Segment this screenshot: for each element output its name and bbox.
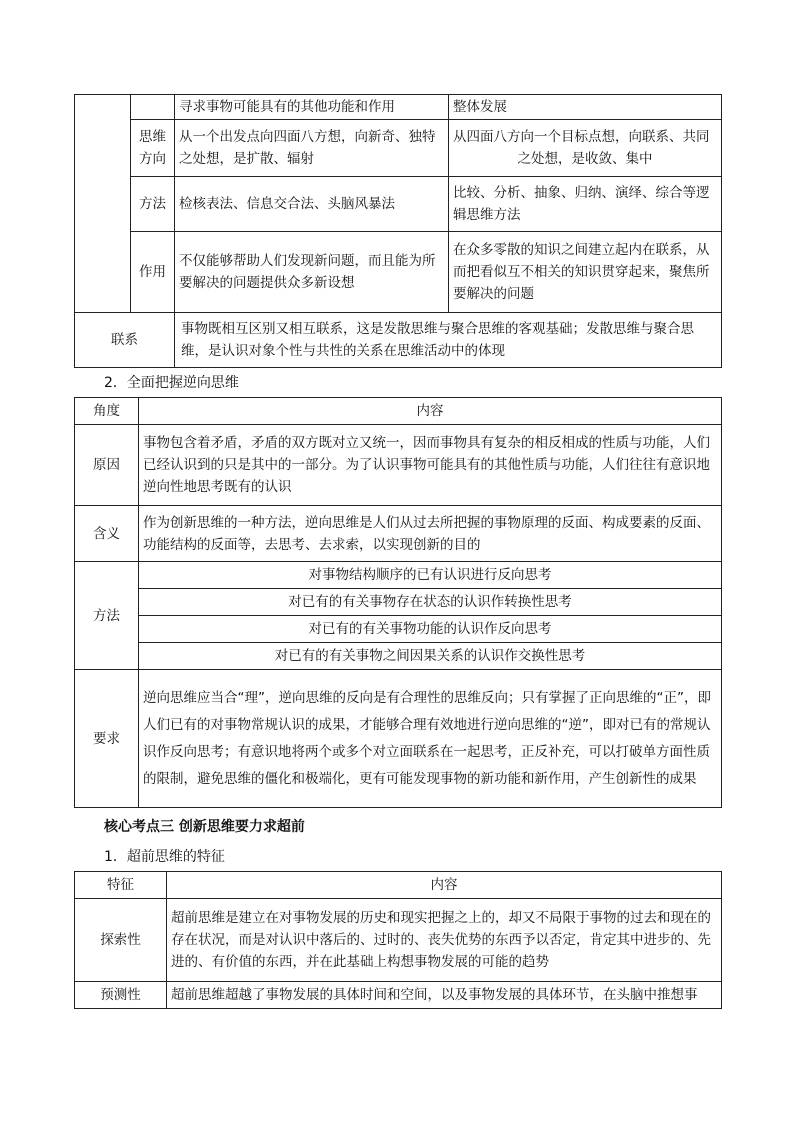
reverse-thinking-table xyxy=(74,397,722,808)
require-text: 逆向思维应当合“理”，逆向思维的反向是有合理性的思维反向；只有掌握了正向思维的“正”，即人们已有的对事物常规认识的成果，才能够合理有效地进行逆向思维的“逆”，即对已有的常规认识作反向思考；有意识地将两个或多个对立面联系在一起思考，正反补充，可以打破单方面性质的限制，避免思维的僵化和极端化，更有可能发现事物的新功能和新作用，产生创新性的成果 xyxy=(139,670,722,808)
predict-text: 超前思维超越了事物发展的具体时间和空间，以及事物发展的具体环节，在头脑中推想事 xyxy=(167,982,722,1009)
content-header: 内容 xyxy=(167,872,722,899)
function-text: 寻求事物可能具有的其他功能和作用 xyxy=(175,95,449,120)
effect-label: 作用 xyxy=(131,232,175,313)
divergent-method-text: 检核表法、信息交合法、头脑风暴法 xyxy=(175,177,449,232)
require-label: 要求 xyxy=(75,670,139,808)
method-item: 对已有的有关事物之间因果关系的认识作交换性思考 xyxy=(139,643,722,670)
link-text: 事物既相互区别又相互联系，这是发散思维与聚合思维的客观基础；发散思维与聚合思维，是认识对象个性与共性的关系在思维活动中的体现 xyxy=(175,313,722,368)
whole-development-text: 整体发展 xyxy=(449,95,722,120)
divergent-convergent-table xyxy=(74,94,722,368)
convergent-direction-cell xyxy=(449,120,722,177)
meaning-label: 含义 xyxy=(75,506,139,562)
method-label: 方法 xyxy=(131,177,175,232)
convergent-effect-text: 在众多零散的知识之间建立起内在联系，从而把看似互不相关的知识贯穿起来，聚焦所要解决的问题 xyxy=(449,232,722,313)
explore-label: 探索性 xyxy=(75,899,167,982)
content-header: 内容 xyxy=(139,398,722,425)
divergent-direction-text: 从一个出发点向四面八方想，向新奇、独特之处想，是扩散、辐射 xyxy=(175,120,449,177)
merged-blank-cell xyxy=(75,95,131,313)
advanced-thinking-table xyxy=(74,871,722,1009)
reverse-thinking-heading: 2．全面把握逆向思维 xyxy=(104,375,239,391)
section-title: 核心考点三 创新思维要力求超前 xyxy=(104,819,305,835)
method-item: 对事物结构顺序的已有认识进行反向思考 xyxy=(139,562,722,589)
convergent-direction-line2: 之处想，是收敛、集中 xyxy=(517,151,653,167)
advanced-thinking-heading: 1．超前思维的特征 xyxy=(104,849,225,865)
feature-header: 特征 xyxy=(75,872,167,899)
predict-label: 预测性 xyxy=(75,982,167,1009)
link-label: 联系 xyxy=(75,313,175,368)
method-label: 方法 xyxy=(75,562,139,670)
angle-header: 角度 xyxy=(75,398,139,425)
explore-text: 超前思维是建立在对事物发展的历史和现实把握之上的，却又不局限于事物的过去和现在的存在状况，而是对认识中落后的、过时的、丧失优势的东西予以否定，肯定其中进步的、先进的、有价值的东西，并在此基础上构想事物发展的可能的趋势 xyxy=(167,899,722,982)
direction-label: 思维方向 xyxy=(131,120,175,177)
meaning-text: 作为创新思维的一种方法，逆向思维是人们从过去所把握的事物原理的反面、构成要素的反面、功能结构的反面等，去思考、去求索，以实现创新的目的 xyxy=(139,506,722,562)
reason-label: 原因 xyxy=(75,425,139,506)
convergent-direction-line1: 从四面八方向一个目标点想，向联系、共同 xyxy=(453,129,710,145)
divergent-effect-text: 不仅能够帮助人们发现新问题，而且能为所要解决的问题提供众多新设想 xyxy=(175,232,449,313)
reason-text: 事物包含着矛盾，矛盾的双方既对立又统一，因而事物具有复杂的相反相成的性质与功能，人们已经认识到的只是其中的一部分。为了认识事物可能具有的其他性质与功能，人们往往有意识地逆向性地思考既有的认识 xyxy=(139,425,722,506)
convergent-method-text: 比较、分析、抽象、归纳、演绎、综合等逻辑思维方法 xyxy=(449,177,722,232)
method-item: 对已有的有关事物存在状态的认识作转换性思考 xyxy=(139,589,722,616)
method-item: 对已有的有关事物功能的认识作反向思考 xyxy=(139,616,722,643)
blank-label-cell xyxy=(131,95,175,120)
